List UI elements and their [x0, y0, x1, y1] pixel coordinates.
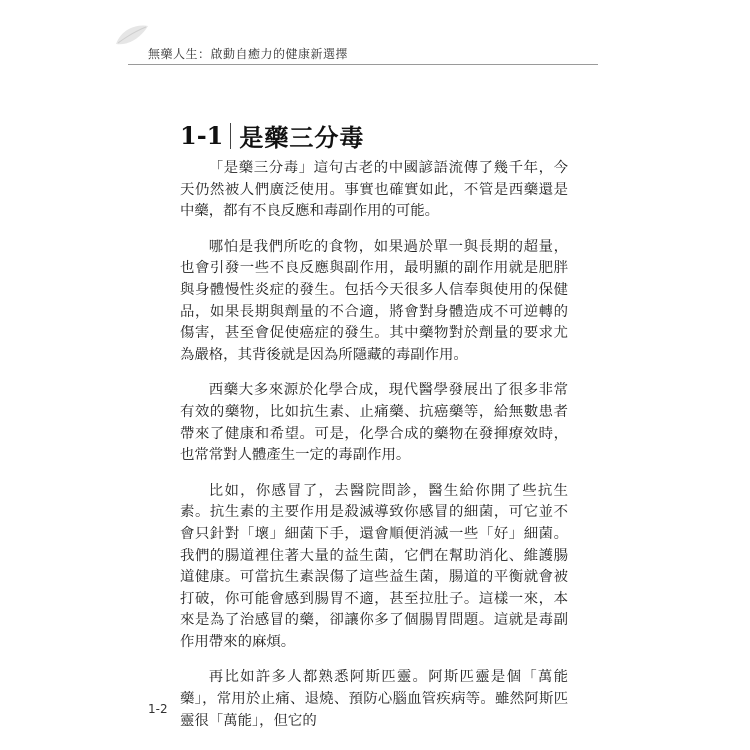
paragraph-3: 西藥大多來源於化學合成，現代醫學發展出了很多非常有效的藥物，比如抗生素、止痛藥、抗癌藥等，給無數患者帶來了健康和希望。可是，化學合成的藥物在發揮療效時，也常常對人體產生一定的毒副作用。	[180, 382, 568, 464]
paragraph-4: 比如，你感冒了，去醫院問診，醫生給你開了些抗生素。抗生素的主要作用是殺滅導致你感冒的細菌，可它並不會只針對「壞」細菌下手，還會順便消滅一些「好」細菌。我們的腸道裡住著大量的益生菌，它們在幫助消化、維護腸道健康。可當抗生素誤傷了這些益生菌，腸道的平衡就會被打破，你可能會感到腸胃不適，甚至拉肚子。這樣一來，本來是為了治感冒的藥，卻讓你多了個腸胃問題。這就是毒副作用帶來的麻煩。	[180, 482, 568, 650]
paragraph-1: 「是藥三分毒」這句古老的中國諺語流傳了幾千年，今天仍然被人們廣泛使用。事實也確實如此，不管是西藥還是中藥，都有不良反應和毒副作用的可能。	[180, 160, 568, 220]
chapter-title	[180, 118, 364, 153]
page-number: 1-2	[148, 702, 168, 716]
body-text	[180, 158, 568, 746]
running-header: 無藥人生：啟動自癒力的健康新選擇	[148, 47, 349, 61]
leaf-ornament-icon	[112, 20, 152, 52]
title-separator	[230, 123, 231, 149]
header-divider	[128, 64, 598, 65]
paragraph-5: 再比如許多人都熟悉阿斯匹靈。阿斯匹靈是個「萬能藥」，常用於止痛、退燒、預防心腦血管疾病等。雖然阿斯匹靈很「萬能」，但它的	[180, 669, 568, 729]
chapter-heading: 是藥三分毒	[239, 124, 365, 152]
paragraph-2: 哪怕是我們所吃的食物，如果過於單一與長期的超量，也會引發一些不良反應與副作用，最明顯的副作用就是肥胖與身體慢性炎症的發生。包括今天很多人信奉與使用的保健品，如果長期與劑量的不合適，將會對身體造成不可逆轉的傷害，甚至會促使癌症的發生。其中藥物對於劑量的要求尤為嚴格，其背後就是因為所隱藏的毒副作用。	[180, 238, 568, 363]
chapter-number: 1-1	[180, 121, 224, 150]
